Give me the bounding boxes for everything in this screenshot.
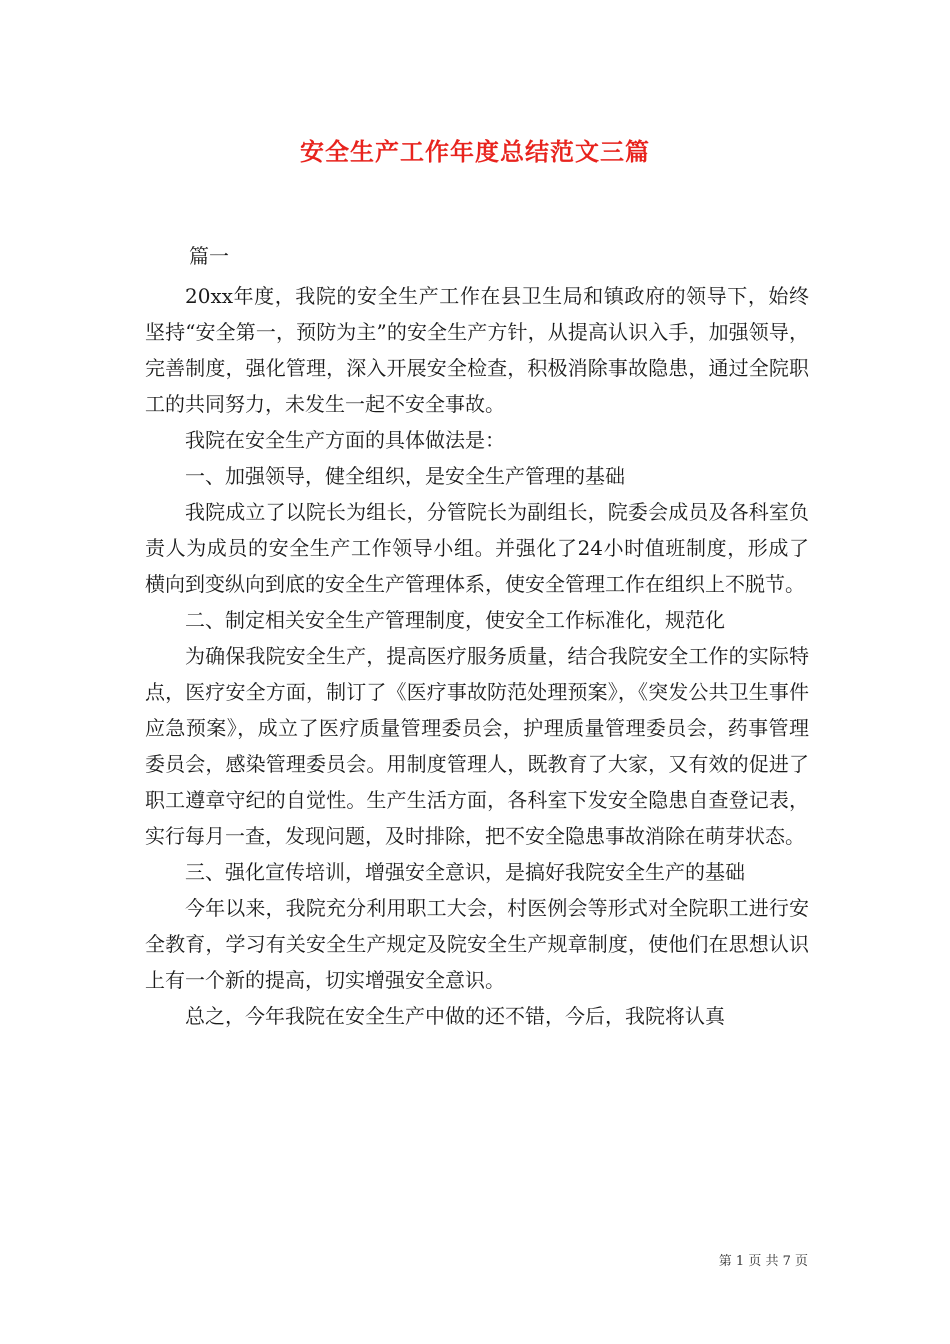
page-number: 第 1 页 共 7 页 bbox=[718, 1254, 808, 1269]
paragraph-training: 今年以来，我院充分利用职工大会，村医例会等形式对全院职工进行安全教育，学习有关安全生产规定及院安全生产规章制度，使他们在思想认识上有一个新的提高，切实增强安全意识。 bbox=[145, 896, 809, 992]
paragraph-conclusion: 总之，今年我院在安全生产中做的还不错，今后，我院将认真 bbox=[185, 1004, 725, 1028]
paragraph-methods-intro: 我院在安全生产方面的具体做法是： bbox=[185, 428, 505, 452]
document-body bbox=[145, 238, 809, 1034]
heading-one: 一、加强领导，健全组织，是安全生产管理的基础 bbox=[185, 464, 625, 488]
paragraph-intro: 20xx年度，我院的安全生产工作在县卫生局和镇政府的领导下，始终坚持“安全第一，预防为主”的安全生产方针，从提高认识入手，加强领导，完善制度，强化管理，深入开展安全检查，积极消除事故隐患，通过全院职工的共同努力，未发生一起不安全事故。 bbox=[145, 284, 809, 416]
heading-three: 三、强化宣传培训，增强安全意识，是搞好我院安全生产的基础 bbox=[185, 860, 745, 884]
document-title: 安全生产工作年度总结范文三篇 bbox=[300, 137, 650, 166]
paragraph-leadership: 我院成立了以院长为组长，分管院长为副组长，院委会成员及各科室负责人为成员的安全生产工作领导小组。并强化了24小时值班制度，形成了横向到变纵向到底的安全生产管理体系，使安全管理工作在组织上不脱节。 bbox=[145, 500, 809, 596]
paragraph-regulations: 为确保我院安全生产，提高医疗服务质量，结合我院安全工作的实际特点，医疗安全方面，制订了《医疗事故防范处理预案》，《突发公共卫生事件应急预案》，成立了医疗质量管理委员会，护理质量管理委员会，药事管理委员会，感染管理委员会。用制度管理人，既教育了大家，又有效的促进了职工遵章守纪的自觉性。生产生活方面，各科室下发安全隐患自查登记表，实行每月一查，发现问题，及时排除，把不安全隐患事故消除在萌芽状态。 bbox=[145, 644, 809, 848]
section-label: 篇一 bbox=[189, 244, 229, 268]
heading-two: 二、制定相关安全生产管理制度，使安全工作标准化，规范化 bbox=[185, 608, 725, 632]
